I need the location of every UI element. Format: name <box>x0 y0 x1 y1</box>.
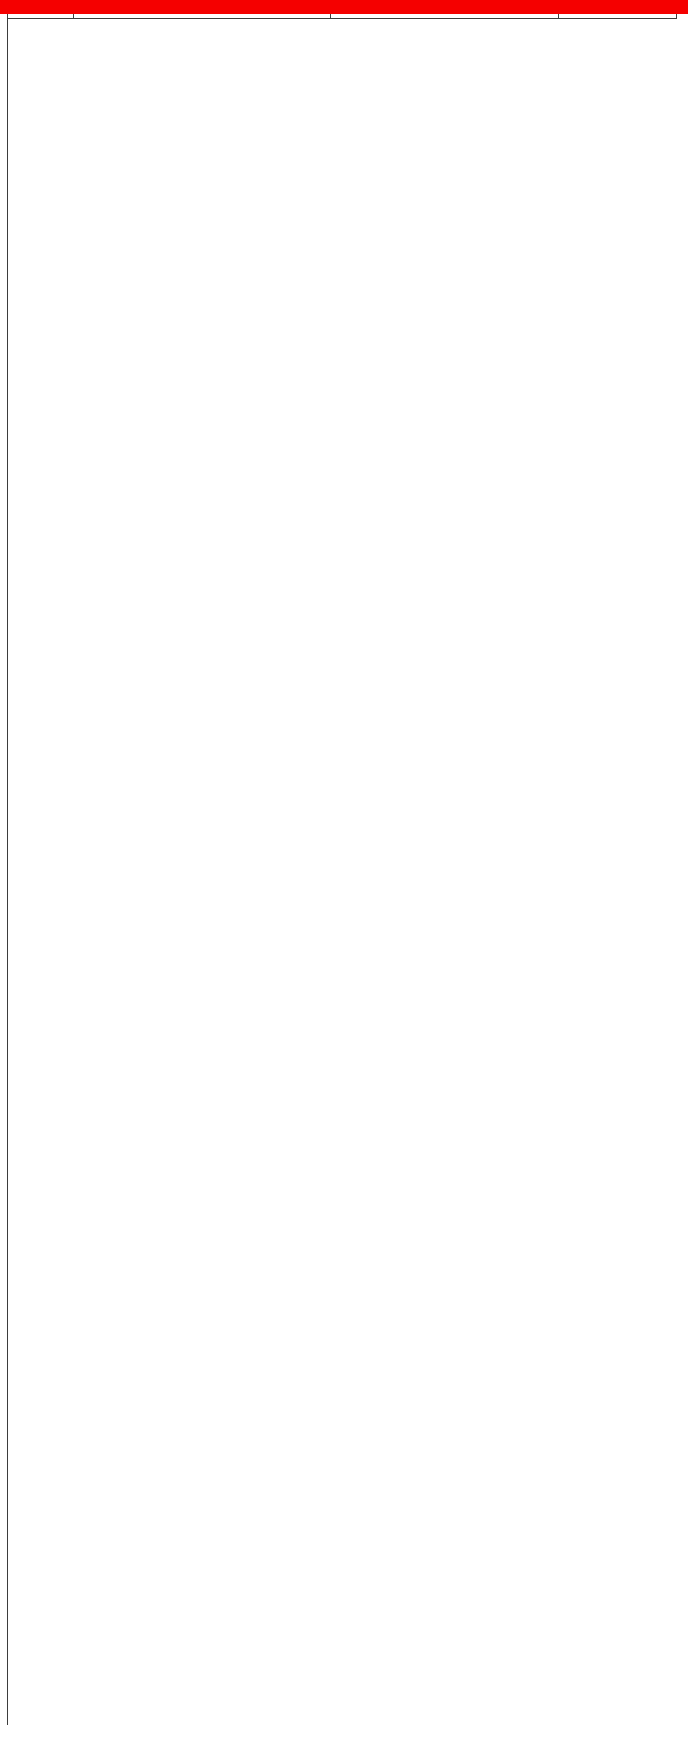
column-header-address <box>331 8 559 19</box>
column-header-result <box>559 8 677 19</box>
inspection-results-table <box>7 7 677 1725</box>
column-header-unit <box>74 8 331 19</box>
table-header-row <box>8 8 677 19</box>
table-body <box>8 19 677 1725</box>
table-header-group <box>8 8 677 19</box>
column-header-serial <box>8 8 74 19</box>
